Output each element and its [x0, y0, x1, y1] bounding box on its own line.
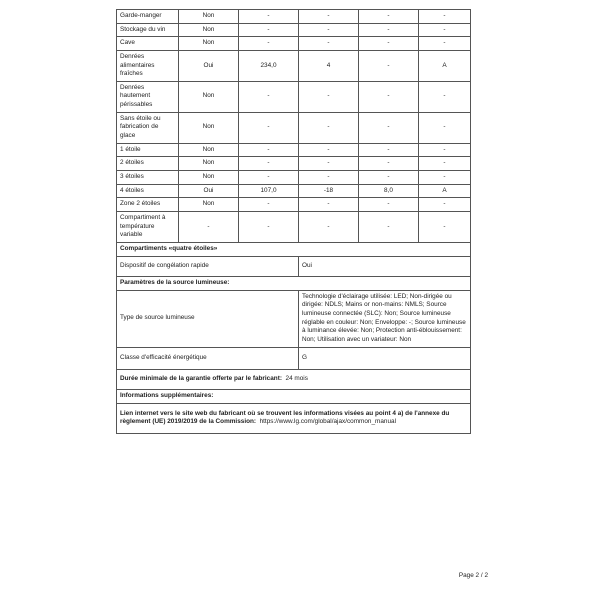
warranty-row	[117, 369, 471, 389]
table-row	[117, 50, 471, 81]
compartment-name: Compartiment à température variable	[117, 211, 179, 242]
compartment-name: Denrées alimentaires fraîches	[117, 50, 179, 81]
temperature-cell: -	[299, 170, 359, 184]
temperature-cell: 4	[299, 50, 359, 81]
energy-class-value: G	[299, 347, 471, 369]
climate-class-cell: -	[419, 10, 471, 24]
temperature-cell: -	[299, 37, 359, 51]
volume-cell: -	[239, 81, 299, 112]
warranty-value: 24 mois	[285, 374, 308, 382]
volume-cell: -	[239, 143, 299, 157]
presence-cell: Non	[179, 112, 239, 143]
presence-cell: Non	[179, 10, 239, 24]
presence-cell: -	[179, 211, 239, 242]
volume-cell: -	[239, 157, 299, 171]
freezing-capacity-cell: -	[359, 211, 419, 242]
climate-class-cell: -	[419, 198, 471, 212]
presence-cell: Non	[179, 37, 239, 51]
presence-cell: Non	[179, 198, 239, 212]
freezing-capacity-cell: -	[359, 37, 419, 51]
volume-cell: -	[239, 211, 299, 242]
volume-cell: -	[239, 37, 299, 51]
climate-class-cell: -	[419, 143, 471, 157]
compartment-name: 1 étoile	[117, 143, 179, 157]
freezing-capacity-cell: -	[359, 81, 419, 112]
compartment-name: 2 étoiles	[117, 157, 179, 171]
table-row	[117, 211, 471, 242]
freezing-capacity-cell: -	[359, 157, 419, 171]
temperature-cell: -	[299, 157, 359, 171]
light-source-section-title: Paramètres de la source lumineuse:	[117, 276, 471, 290]
temperature-cell: -	[299, 198, 359, 212]
volume-cell: -	[239, 170, 299, 184]
climate-class-cell: -	[419, 112, 471, 143]
compartment-name: Stockage du vin	[117, 23, 179, 37]
page-number: Page 2 / 2	[458, 572, 488, 579]
climate-class-cell: -	[419, 23, 471, 37]
volume-cell: 234,0	[239, 50, 299, 81]
table-row	[117, 112, 471, 143]
table-row	[117, 143, 471, 157]
fast-freeze-value: Oui	[299, 256, 471, 276]
compartment-name: Garde-manger	[117, 10, 179, 24]
presence-cell: Non	[179, 143, 239, 157]
table-row	[117, 10, 471, 24]
presence-cell: Oui	[179, 184, 239, 198]
climate-class-cell: -	[419, 157, 471, 171]
additional-info-title: Informations supplémentaires:	[117, 389, 471, 403]
freezing-capacity-cell: -	[359, 10, 419, 24]
fast-freeze-label: Dispositif de congélation rapide	[117, 256, 299, 276]
presence-cell: Non	[179, 170, 239, 184]
presence-cell: Oui	[179, 50, 239, 81]
warranty-label: Durée minimale de la garantie offerte par le fabricant:	[120, 374, 282, 382]
light-source-type-label: Type de source lumineuse	[117, 290, 299, 347]
freezing-capacity-cell: -	[359, 198, 419, 212]
volume-cell: -	[239, 23, 299, 37]
info-sections	[117, 242, 471, 433]
table-row	[117, 170, 471, 184]
volume-cell: -	[239, 198, 299, 212]
table-row	[117, 184, 471, 198]
compartment-name: 3 étoiles	[117, 170, 179, 184]
manufacturer-link[interactable]: https://www.lg.com/global/ajax/common_manual	[259, 418, 396, 426]
presence-cell: Non	[179, 157, 239, 171]
climate-class-cell: -	[419, 81, 471, 112]
freezing-capacity-cell: -	[359, 170, 419, 184]
freezing-capacity-cell: -	[359, 112, 419, 143]
temperature-cell: -18	[299, 184, 359, 198]
climate-class-cell: A	[419, 50, 471, 81]
temperature-cell: -	[299, 10, 359, 24]
freezing-capacity-cell: -	[359, 23, 419, 37]
temperature-cell: -	[299, 112, 359, 143]
compartment-name: Zone 2 étoiles	[117, 198, 179, 212]
table-row	[117, 81, 471, 112]
climate-class-cell: -	[419, 211, 471, 242]
presence-cell: Non	[179, 81, 239, 112]
specs-table	[116, 9, 471, 434]
manufacturer-link-row	[117, 403, 471, 433]
light-source-type-value: Technologie d'éclairage utilisée: LED; Non-dirigée ou dirigée: NDLS; Mains or non-mains: NMLS; Source lumineuse connectée (SLC): Non; Source lumineuse réglable en couleur: Non; Enveloppe: -; Source lumineuse à luminance élevée: Non; Protection anti-éblouissement: Non; Utilisation avec un variateur: Non	[299, 290, 471, 347]
climate-class-cell: A	[419, 184, 471, 198]
energy-class-label: Classe d'efficacité énergétique	[117, 347, 299, 369]
freezing-capacity-cell: -	[359, 50, 419, 81]
volume-cell: 107,0	[239, 184, 299, 198]
compartment-name: Denrées hautement périssables	[117, 81, 179, 112]
table-row	[117, 37, 471, 51]
compartment-name: Cave	[117, 37, 179, 51]
presence-cell: Non	[179, 23, 239, 37]
four-star-section-title: Compartiments «quatre étoiles»	[117, 242, 471, 256]
temperature-cell: -	[299, 81, 359, 112]
table-row	[117, 23, 471, 37]
table-row	[117, 157, 471, 171]
table-row	[117, 198, 471, 212]
climate-class-cell: -	[419, 37, 471, 51]
temperature-cell: -	[299, 143, 359, 157]
freezing-capacity-cell: 8,0	[359, 184, 419, 198]
manufacturer-link-label: Lien internet vers le site web du fabricant où se trouvent les informations visées au point 4 a) de l'annexe du règlement (UE) 2019/2019 de la Commission:	[120, 409, 450, 426]
temperature-cell: -	[299, 211, 359, 242]
compartment-name: 4 étoiles	[117, 184, 179, 198]
temperature-cell: -	[299, 23, 359, 37]
compartment-rows	[117, 10, 471, 243]
volume-cell: -	[239, 112, 299, 143]
climate-class-cell: -	[419, 170, 471, 184]
freezing-capacity-cell: -	[359, 143, 419, 157]
volume-cell: -	[239, 10, 299, 24]
compartment-name: Sans étoile ou fabrication de glace	[117, 112, 179, 143]
